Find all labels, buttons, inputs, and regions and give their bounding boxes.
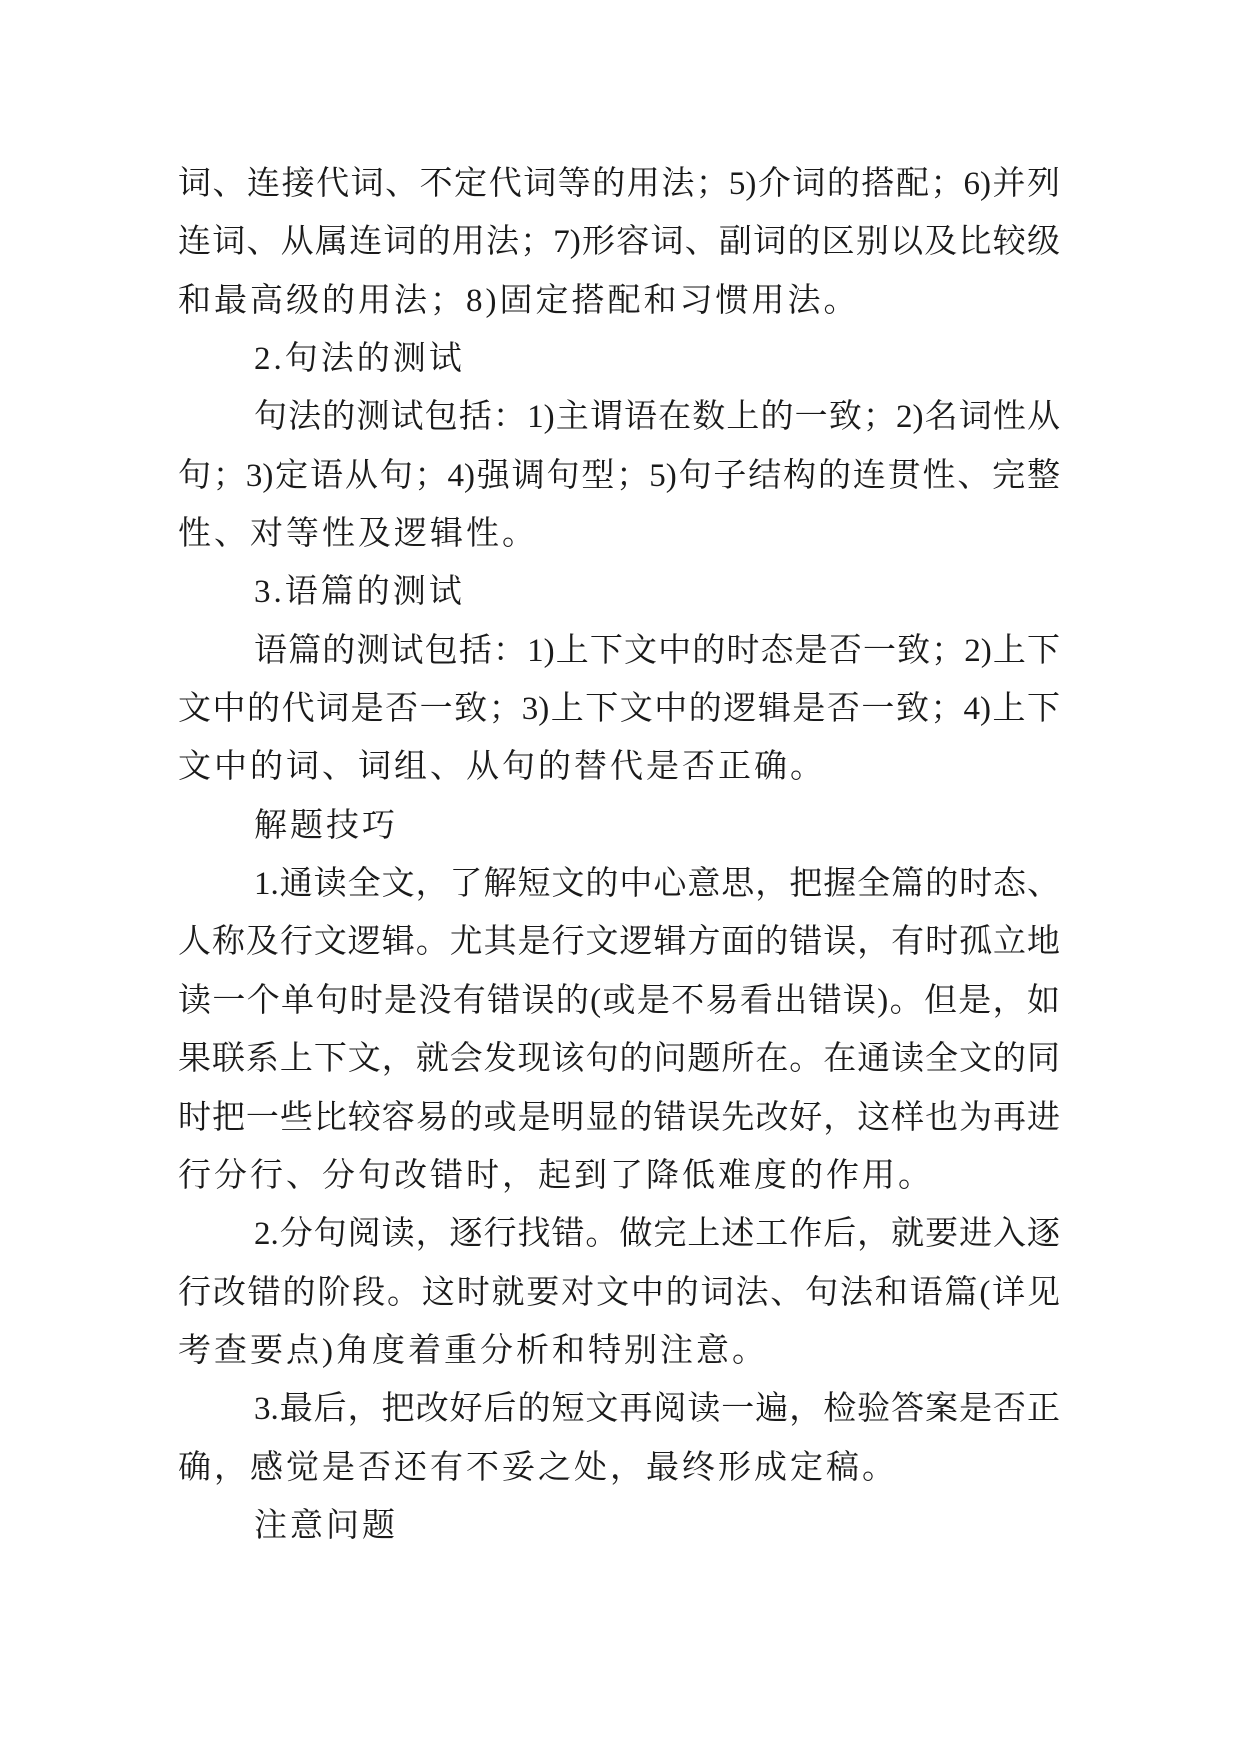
- text-line: 2.分句阅读，逐行找错。做完上述工作后，就要进入逐: [254, 1216, 1060, 1253]
- text-line: 1.通读全文，了解短文的中心意思，把握全篇的时态、: [254, 866, 1060, 903]
- heading-line: 2.句法的测试: [254, 341, 465, 378]
- text-line: 词、连接代词、不定代词等的用法；5)介词的搭配；6)并列: [178, 166, 1060, 202]
- heading-line: 注意问题: [254, 1507, 398, 1544]
- text-line: 行分行、分句改错时，起到了降低难度的作用。: [178, 1157, 934, 1194]
- text-line: 性、对等性及逻辑性。: [178, 516, 538, 553]
- text-line: 3.最后，把改好后的短文再阅读一遍，检验答案是否正: [254, 1391, 1060, 1428]
- text-line: 时把一些比较容易的或是明显的错误先改好，这样也为再进: [178, 1099, 1060, 1136]
- text-line: 文中的代词是否一致；3)上下文中的逻辑是否一致；4)上下: [178, 691, 1060, 728]
- heading-line: 解题技巧: [254, 807, 398, 844]
- text-line: 行改错的阶段。这时就要对文中的词法、句法和语篇(详见: [178, 1274, 1060, 1311]
- text-line: 语篇的测试包括：1)上下文中的时态是否一致；2)上下: [254, 632, 1060, 669]
- text-line: 文中的词、词组、从句的替代是否正确。: [178, 749, 826, 786]
- text-line: 人称及行文逻辑。尤其是行文逻辑方面的错误，有时孤立地: [178, 924, 1060, 961]
- text-line: 句法的测试包括：1)主谓语在数上的一致；2)名词性从: [254, 399, 1060, 436]
- text-line: 考查要点)角度着重分析和特别注意。: [178, 1332, 768, 1369]
- heading-line: 3.语篇的测试: [254, 574, 465, 611]
- text-line: 连词、从属连词的用法；7)形容词、副词的区别以及比较级: [178, 224, 1060, 261]
- text-line: 读一个单句时是没有错误的(或是不易看出错误)。但是，如: [178, 982, 1060, 1019]
- text-line: 句；3)定语从句；4)强调句型；5)句子结构的连贯性、完整: [178, 457, 1060, 494]
- text-line: 确，感觉是否还有不妥之处，最终形成定稿。: [178, 1449, 898, 1486]
- document-text-block: [178, 155, 1060, 1555]
- text-line: 和最高级的用法；8)固定搭配和习惯用法。: [178, 282, 860, 319]
- text-line: 果联系上下文，就会发现该句的问题所在。在通读全文的同: [178, 1041, 1060, 1078]
